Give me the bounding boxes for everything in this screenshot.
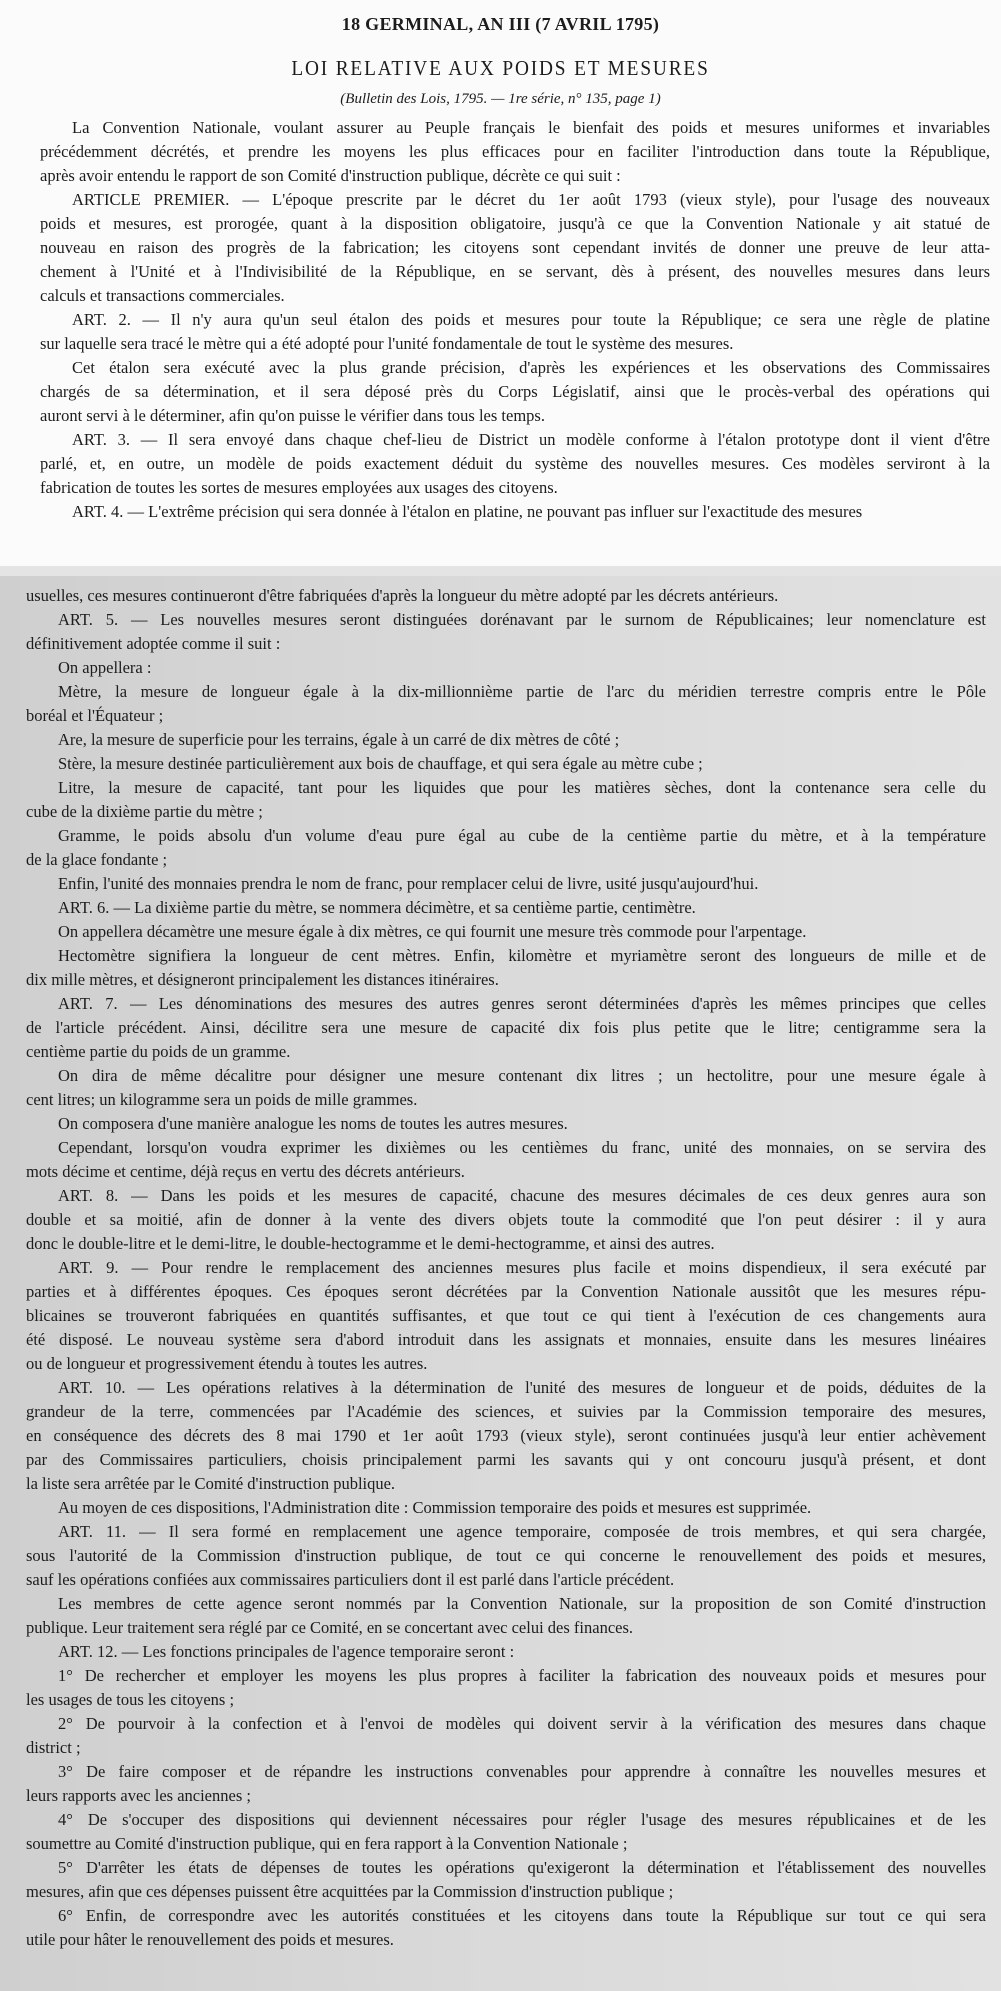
text-line: Hectomètre signifiera la longueur de cent mètres. Enfin, kilomètre et myriamètre seront des longueurs de mille et de xyxy=(58,946,986,965)
paragraph xyxy=(26,824,986,872)
text-line: 1° De rechercher et employer les moyens les plus propres à faciliter la fabrication des nouveaux poids et mesures pour xyxy=(58,1666,986,1685)
paragraph xyxy=(26,608,986,656)
text-line: ART. 12. — Les fonctions principales de l'agence temporaire seront : xyxy=(58,1642,515,1661)
text-line: ART. 9. — Pour rendre le remplacement des anciennes mesures plus facile et moins dispendieux, il sera exécuté par xyxy=(58,1258,986,1277)
text-line: chargés de sa détermination, et il sera déposé près du Corps Législatif, ainsi que le procès-verbal des opérations qui xyxy=(40,382,990,401)
text-line: parlé, et, en outre, un modèle de poids exactement déduit du système des nouvelles mesures. Ces modèles serviront à la xyxy=(40,454,990,473)
text-line: Enfin, l'unité des monnaies prendra le nom de franc, pour remplacer celui de livre, usité jusqu'aujourd'hui. xyxy=(58,874,759,893)
text-line: fabrication de toutes les sortes de mesures employées aux usages des citoyens. xyxy=(40,478,558,497)
text-line: Cet étalon sera exécuté avec la plus grande précision, d'après les expériences et les observations des Commissaires xyxy=(72,358,990,377)
law-source: (Bulletin des Lois, 1795. — 1re série, n° 135, page 1) xyxy=(340,91,661,107)
text-line: soumettre au Comité d'instruction publique, qui en fera rapport à la Convention Nationale ; xyxy=(26,1834,628,1853)
paragraph xyxy=(26,1856,986,1904)
text-line: Are, la mesure de superficie pour les terrains, égale à un carré de dix mètres de côté ; xyxy=(58,730,620,749)
paragraph xyxy=(26,1376,986,1496)
text-line: Gramme, le poids absolu d'un volume d'eau pure égal au cube de la centième partie du mètre, et à la température xyxy=(58,826,986,845)
text-line: de l'article précédent. Ainsi, décilitre sera une mesure de capacité dix fois plus petite que le litre; centigramme sera la xyxy=(26,1018,986,1037)
text-line: mots décime et centime, déjà reçus en vertu des décrets antérieurs. xyxy=(26,1162,465,1181)
text-line: On dira de même décalitre pour désigner une mesure contenant dix litres ; un hectolitre, pour une mesure égale à xyxy=(58,1066,986,1085)
paragraph xyxy=(26,1136,986,1184)
paragraph xyxy=(26,1064,986,1112)
text-line: Cependant, lorsqu'on voudra exprimer les dixièmes ou les centièmes du franc, unité des monnaies, on se servira des xyxy=(58,1138,986,1157)
text-line: la liste sera arrêtée par le Comité d'instruction publique. xyxy=(26,1474,396,1493)
text-line: centième partie du poids de un gramme. xyxy=(26,1042,291,1061)
text-line: 3° De faire composer et de répandre les instructions convenables pour apprendre à connaître les nouvelles mesures et xyxy=(58,1762,986,1781)
paragraph xyxy=(26,728,986,752)
paragraph xyxy=(26,1496,986,1520)
text-line: 6° Enfin, de correspondre avec les autorités constituées et les citoyens dans toute la République sur tout ce qui sera xyxy=(58,1906,986,1925)
paragraph xyxy=(26,944,986,992)
text-line: ART. 8. — Dans les poids et les mesures de capacité, chacune des mesures décimales de ces deux genres aura son xyxy=(58,1186,986,1205)
text-line: Stère, la mesure destinée particulièrement aux bois de chauffage, et qui sera égale au mètre cube ; xyxy=(58,754,703,773)
paragraph xyxy=(40,116,990,188)
text-line: sous l'autorité de la Commission d'instruction publique, de tout ce qui concerne le renouvellement des poids et mesures, xyxy=(26,1546,986,1565)
text-line: 5° D'arrêter les états de dépenses de toutes les opérations qu'exigeront la détermination et l'établissement des nouvelles xyxy=(58,1858,986,1877)
text-line: Litre, la mesure de capacité, tant pour les liquides que pour les matières sèches, dont la contenance sera celle du xyxy=(58,778,986,797)
paragraph xyxy=(26,1592,986,1640)
text-line: ART. 4. — L'extrême précision qui sera donnée à l'étalon en platine, ne pouvant pas influer sur l'exactitude des mesures xyxy=(72,502,863,521)
text-line: 4° De s'occuper des dispositions qui deviennent nécessaires pour régler l'usage des mesures républicaines et de les xyxy=(58,1810,986,1829)
text-line: blicaines se trouveront fabriquées en quantités suffisantes, et que tout ce qui tient à l'exécution de ces changements aura xyxy=(26,1306,986,1325)
paragraph xyxy=(26,1256,986,1376)
paragraph xyxy=(40,188,990,308)
text-line: On appellera : xyxy=(58,658,152,677)
paragraph xyxy=(26,920,986,944)
paragraph xyxy=(26,776,986,824)
text-line: dix mille mètres, et désigneront principalement les distances itinéraires. xyxy=(26,970,499,989)
paragraph xyxy=(26,680,986,728)
text-line: ART. 2. — Il n'y aura qu'un seul étalon des poids et mesures pour toute la République; ce sera une règle de platine xyxy=(72,310,990,329)
paragraph xyxy=(40,356,990,428)
page-bottom-scan xyxy=(0,576,1001,1991)
text-line: ART. 6. — La dixième partie du mètre, se nommera décimètre, et sa centième partie, centimètre. xyxy=(58,898,696,917)
text-line: poids et mesures, est prorogée, quant à la disposition obligatoire, jusqu'à ce que la Convention Nationale y ait statué de xyxy=(40,214,990,233)
paragraph xyxy=(26,872,986,896)
paragraph xyxy=(26,1808,986,1856)
text-line: calculs et transactions commerciales. xyxy=(40,286,285,305)
text-line: On appellera décamètre une mesure égale à dix mètres, ce qui fournit une mesure très commode pour l'arpentage. xyxy=(58,922,807,941)
text-line: ART. 7. — Les dénominations des mesures des autres genres seront déterminées d'après les mêmes principes que celles xyxy=(58,994,986,1013)
text-line: par des Commissaires particuliers, choisis principalement parmi les savants qui y ont concouru jusqu'à présent, et dont xyxy=(26,1450,986,1469)
text-line: précédemment décrétés, et prendre les moyens les plus efficaces pour en faciliter l'introduction dans toute la République, xyxy=(40,142,990,161)
paragraph xyxy=(26,896,986,920)
bottom-body-text xyxy=(26,584,986,1952)
text-line: donc le double-litre et le demi-litre, le double-hectogramme et le demi-hectogramme, et ainsi des autres. xyxy=(26,1234,715,1253)
text-line: Au moyen de ces dispositions, l'Administration dite : Commission temporaire des poids et mesures est supprimée. xyxy=(58,1498,812,1517)
paragraph xyxy=(26,656,986,680)
paragraph xyxy=(26,1760,986,1808)
text-line: boréal et l'Équateur ; xyxy=(26,706,164,725)
text-line: usuelles, ces mesures continueront d'être fabriquées d'après la longueur du mètre adopté par les décrets antérieurs. xyxy=(26,586,779,605)
text-line: sauf les opérations confiées aux commissaires particuliers dont il est parlé dans l'article précédent. xyxy=(26,1570,675,1589)
text-line: district ; xyxy=(26,1738,81,1757)
text-line: de la glace fondante ; xyxy=(26,850,168,869)
text-line: double et sa moitié, afin de donner à la vente des divers objets toute la commodité que l'on peut désirer : il y aura xyxy=(26,1210,986,1229)
text-line: Les membres de cette agence seront nommés par la Convention Nationale, sur la proposition de son Comité d'instruction xyxy=(58,1594,986,1613)
text-line: sur laquelle sera tracé le mètre qui a été adopté pour l'unité fondamentale de tout le système des mesures. xyxy=(40,334,734,353)
text-line: ou de longueur et progressivement étendu à toutes les autres. xyxy=(26,1354,428,1373)
text-line: ARTICLE PREMIER. — L'époque prescrite par le décret du 1er août 1793 (vieux style), pour l'usage des nouveaux xyxy=(72,190,990,209)
text-line: grandeur de la terre, commencées par l'Académie des sciences, et suivies par la Commission temporaire des mesures, xyxy=(26,1402,986,1421)
text-line: cent litres; un kilogramme sera un poids de mille grammes. xyxy=(26,1090,418,1109)
text-line: mesures, afin que ces dépenses puissent être acquittées par la Commission d'instruction publique ; xyxy=(26,1882,674,1901)
law-date: 18 GERMINAL, AN III (7 AVRIL 1795) xyxy=(341,14,660,34)
paragraph xyxy=(26,584,986,608)
text-line: publique. Leur traitement sera réglé par ce Comité, en se concertant avec celui des finances. xyxy=(26,1618,634,1637)
paragraph xyxy=(26,1112,986,1136)
text-line: définitivement adoptée comme il suit : xyxy=(26,634,281,653)
text-line: On composera d'une manière analogue les noms de toutes les autres mesures. xyxy=(58,1114,568,1133)
paragraph xyxy=(40,500,990,524)
text-line: en conséquence des décrets des 8 mai 1790 et 1er août 1793 (vieux style), seront continuées jusqu'à leur entier achèvement xyxy=(26,1426,986,1445)
text-line: ART. 5. — Les nouvelles mesures seront distinguées dorénavant par le surnom de Républicaines; leur nomenclature est xyxy=(58,610,986,629)
text-line: La Convention Nationale, voulant assurer au Peuple français le bienfait des poids et mesures uniformes et invariables xyxy=(72,118,990,137)
text-line: auront servi à le déterminer, afin qu'on puisse le vérifier dans tous les temps. xyxy=(40,406,545,425)
text-line: après avoir entendu le rapport de son Comité d'instruction publique, décrète ce qui suit : xyxy=(40,166,621,185)
text-line: chement à l'Unité et à l'Indivisibilité de la République, en se servant, dès à présent, des nouvelles mesures dans leurs xyxy=(40,262,990,281)
paragraph xyxy=(26,1520,986,1592)
paragraph xyxy=(26,752,986,776)
text-line: utile pour hâter le renouvellement des poids et mesures. xyxy=(26,1930,394,1949)
paragraph xyxy=(26,1664,986,1712)
page-top-scan xyxy=(0,0,1001,566)
paragraph xyxy=(26,1184,986,1256)
text-line: 2° De pourvoir à la confection et à l'envoi de modèles qui doivent servir à la vérification des mesures dans chaque xyxy=(58,1714,986,1733)
text-line: nouveau en raison des progrès de la fabrication; les citoyens sont cependant invités de donner une preuve de leur atta- xyxy=(40,238,990,257)
text-line: été disposé. Le nouveau système sera d'abord introduit dans les assignats et monnaies, ensuite dans les mesures linéaires xyxy=(26,1330,986,1349)
text-line: ART. 3. — Il sera envoyé dans chaque chef-lieu de District un modèle conforme à l'étalon prototype dont il vient d'être xyxy=(72,430,990,449)
text-line: ART. 10. — Les opérations relatives à la détermination de l'unité des mesures de longueur et de poids, déduites de la xyxy=(58,1378,986,1397)
paragraph xyxy=(26,1640,986,1664)
text-line: leurs rapports avec les anciennes ; xyxy=(26,1786,251,1805)
top-body-text xyxy=(40,116,990,524)
text-line: les usages de tous les citoyens ; xyxy=(26,1690,235,1709)
paragraph xyxy=(40,308,990,356)
paragraph xyxy=(40,428,990,500)
text-line: parties et à différentes époques. Ces époques seront décrétées par la Convention Nationale aussitôt que les mesures répu- xyxy=(26,1282,986,1301)
paragraph xyxy=(26,1712,986,1760)
law-title: LOI RELATIVE AUX POIDS ET MESURES xyxy=(291,56,710,80)
paragraph xyxy=(26,1904,986,1952)
text-line: Mètre, la mesure de longueur égale à la dix-millionnième partie de l'arc du méridien terrestre compris entre le Pôle xyxy=(58,682,986,701)
paragraph xyxy=(26,992,986,1064)
text-line: cube de la dixième partie du mètre ; xyxy=(26,802,263,821)
text-line: ART. 11. — Il sera formé en remplacement une agence temporaire, composée de trois membres, et qui sera chargée, xyxy=(58,1522,986,1541)
